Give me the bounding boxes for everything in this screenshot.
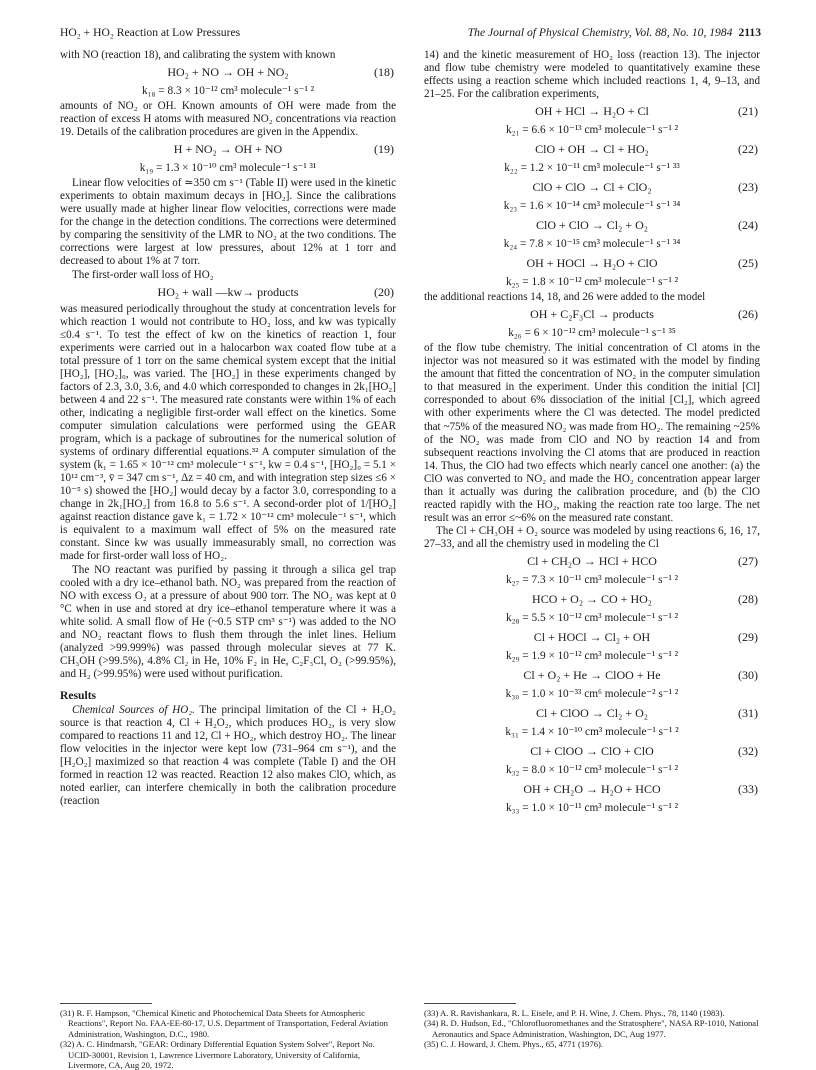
- equation-25: [424, 254, 760, 273]
- paragraph: was measured periodically throughout the study at concentration levels for which reaction 1 would not contribute to HO₂ loss, and kw was typically ≤0.4 s⁻¹. To test the effect of kw on the kinetics of reaction 1, four experiments were carried out in a halocarbon wax coated flow tube at a total pressure of 1 torr on the same chemical system except that the initial [HO₂], [HO₂]₀, was varied. The [HO₂] in these experiments changed by factors of 2.3, 3.0, 3.6, and 4.0 which corresponded to changes in 2k₁[HO₂] between 4 and 22 s⁻¹. The measured rate constants were within 1% of each other, indicating a negligible first-order wall effect on the kinetics. Some computer simulation calculations were performed using the GEAR program, which is a package of subroutines for the numerical solution of systems of ordinary differential equations.³² A computer simulation of the system (k₁ = 1.65 × 10⁻¹² cm³ molecule⁻¹ s⁻¹, kw = 0.4 s⁻¹, [HO₂]₀ = 5.1 × 10¹² cm⁻³, v̄ = 347 cm s⁻¹, Δz = 40 cm, and with integration step sizes ≤6 × 10⁻⁵ s) showed the [HO₂] would decay by a factor 3.0, corresponding to a change in 2k₁[HO₂] from 16.8 to 5.6 s⁻¹. A second-order plot of 1/[HO₂] against reaction distance gave k₁ = 1.72 × 10⁻¹² cm³ molecule⁻¹ s⁻¹, which is equivalent to a maximum wall effect of 5% on the measured rate constant. Since kw was usually immeasurably small, no correction was made for first-order wall loss of HO₂.: [60, 302, 396, 563]
- rate-constant-21: k₂₁ = 6.6 × 10⁻¹³ cm³ molecule⁻¹ s⁻¹ ²: [505, 124, 679, 137]
- equation-number: (26): [738, 307, 758, 322]
- equation-number: (30): [738, 667, 758, 682]
- footnote: (31) R. F. Hampson, "Chemical Kinetic and Photochemical Data Sheets for Atmospheric Reactions", Report No. FAA-EE-80-17, U.S. Department of Transportation, Federal Aviation Administration, Washington, D.C., 1980.: [60, 1008, 388, 1039]
- equation-18: [60, 63, 396, 82]
- footnote: (34) R. D. Hudson, Ed., "Chlorofluoromethanes and the Stratosphere", NASA RP-1010, National Aeronautics and Space Administration, Washington, DC, Aug 1977.: [424, 1018, 759, 1039]
- equation-24: [424, 216, 760, 235]
- equation-31: [424, 704, 760, 723]
- equation-number: (23): [738, 180, 758, 195]
- equation-text: ClO + ClO → Cl₂ + O₂: [536, 218, 648, 233]
- equation-text: HO₂ + wall —kw→ products: [157, 284, 299, 299]
- paragraph: [60, 704, 396, 808]
- equation-text: Cl + HOCl → Cl₂ + OH: [533, 629, 651, 644]
- paragraph-text: The principal limitation of the Cl + H₂O₂ source is that reaction 4, Cl + H₂O₂, which produces HO₂, is very slow compared to reactions 11 and 12, Cl + HO₂, which destroy HO₂. The linear flow velocities in the injector were kept low (731–964 cm s⁻¹), and the [H₂O₂] maximized so that reaction 4 was complete (Table I) and the OH formed in reaction 12 was reacted. Reaction 12 also makes ClO, which, as noted earlier, can interfere chemically in both the calibration procedure (reaction: [60, 703, 396, 808]
- page-number: 2113: [738, 26, 761, 39]
- equation-number: (19): [374, 142, 394, 157]
- running-title: HO₂ + HO₂ Reaction at Low Pressures: [60, 26, 241, 39]
- equation-text: Cl + ClOO → Cl₂ + O₂: [536, 705, 648, 720]
- paragraph: The first-order wall loss of HO₂: [72, 268, 214, 281]
- paragraph: 14) and the kinetic measurement of HO₂ loss (reaction 13). The injector and flow tube chemistry were modeled to quantitatively examine these effects using a reaction scheme which included reactions 1, 4, 9–13, and 21–25. For the calibration experiments,: [424, 49, 760, 101]
- equation-text: H + NO₂ → OH + NO: [173, 142, 283, 157]
- rate-constant-26: k₂₆ = 6 × 10⁻¹² cm³ molecule⁻¹ s⁻¹ ³⁵: [508, 327, 676, 340]
- right-column: [424, 49, 760, 994]
- footnotes-right: [424, 1008, 760, 1050]
- equation-number: (27): [738, 553, 758, 568]
- equation-28: [424, 590, 760, 609]
- equation-text: HO₂ + NO → OH + NO₂: [167, 65, 289, 80]
- rate-constant-24: k₂₄ = 7.8 × 10⁻¹⁵ cm³ molecule⁻¹ s⁻¹ ³⁴: [503, 238, 681, 251]
- rate-constant-19: k₁₉ = 1.3 × 10⁻¹⁰ cm³ molecule⁻¹ s⁻¹ ³¹: [139, 162, 317, 175]
- equation-29: [424, 628, 760, 647]
- paragraph: of the flow tube chemistry. The initial concentration of Cl atoms in the injector was not measured so it was estimated with the model by finding the amount that fitted the concentration of NO₂ in the computer simulation to that measured in the experiment. Under this condition the initial [Cl] corresponded to about 6% dissociation of the initial [Cl₂], which agreed with other experiments where the Cl was detected. The model predicted that ~75% of the measured NO₂ was made from HO₂. The remaining ~25% of the NO₂ was made from ClO and NO by reaction 14 and from subsequent reactions involving the Cl atoms that are produced in reaction 14. Thus, the ClO had two effects which nearly cancel one another: (a) the ClO was converted to NO₂ and made the HO₂ concentration appear larger than it actually was during the calibration procedure, and (b) the ClO reacted rapidly with the HO₂, making the reaction rate too large. The net result was an error ≤~6% on the measured rate constant.: [424, 342, 760, 524]
- rate-constant-23: k₂₃ = 1.6 × 10⁻¹⁴ cm³ molecule⁻¹ s⁻¹ ³⁴: [503, 200, 681, 213]
- equation-number: (24): [738, 218, 758, 233]
- equation-20: [60, 283, 396, 302]
- equation-number: (25): [738, 256, 758, 271]
- equation-26: [424, 305, 760, 324]
- equation-number: (28): [738, 591, 758, 606]
- paragraph: the additional reactions 14, 18, and 26 were added to the model: [424, 291, 706, 304]
- rate-constant-25: k₂₅ = 1.8 × 10⁻¹² cm³ molecule⁻¹ s⁻¹ ²: [505, 276, 679, 289]
- equation-text: OH + CH₂O → H₂O + HCO: [523, 781, 661, 796]
- rate-constant-22: k₂₂ = 1.2 × 10⁻¹¹ cm³ molecule⁻¹ s⁻¹ ³³: [504, 162, 680, 175]
- equation-text: ClO + ClO → Cl + ClO₂: [532, 180, 652, 195]
- equation-number: (22): [738, 142, 758, 157]
- paragraph: The Cl + CH₃OH + O₂ source was modeled by using reactions 6, 16, 17, 27–33, and all the chemistry used in modeling the Cl: [424, 524, 760, 550]
- subsection-title: Chemical Sources of HO₂.: [72, 703, 195, 716]
- equation-text: HCO + O₂ → CO + HO₂: [532, 591, 652, 606]
- footnote-rule: [60, 1003, 152, 1004]
- equation-22: [424, 140, 760, 159]
- equation-number: (20): [374, 284, 394, 299]
- equation-text: Cl + O₂ + He → ClOO + He: [523, 667, 661, 682]
- left-column: [60, 49, 396, 994]
- paragraph: The NO reactant was purified by passing it through a silica gel trap cooled with a dry ice–ethanol bath. NO₂ was prepared from the reaction of NO with excess O₂ at a pressure of about 900 torr. The NO₂ was kept at 0 °C when in use and stored at dry ice–ethanol temperature where it was a white solid. A small flow of He (~0.5 STP cm³ s⁻¹) was added to the NO and NO₂ reactant flows to flush them through the inlet lines. Helium (analyzed >99.999%) was passed through molecular sieves at 77 K. CH₃OH (>99.5%), 4.8% Cl₂ in He, 10% F₂ in He, C₂F₃Cl, O₂ (>99.95%), and H₂ (>99.95%) were used without purification.: [60, 563, 396, 680]
- rate-constant-28: k₂₈ = 5.5 × 10⁻¹² cm³ molecule⁻¹ s⁻¹ ²: [505, 611, 679, 624]
- footnote: (32) A. C. Hindmarsh, "GEAR: Ordinary Differential Equation System Solver", Report No. UCID-30001, Revision 1, Lawrence Livermore Laboratory, University of California, Livermore, CA, Aug 20, 1972.: [60, 1039, 375, 1070]
- equation-text: OH + C₂F₃Cl → products: [530, 307, 654, 322]
- rate-constant-18: k₁₈ = 8.3 × 10⁻¹² cm³ molecule⁻¹ s⁻¹ ²: [141, 85, 315, 98]
- rate-constant-31: k₃₁ = 1.4 × 10⁻¹⁰ cm³ molecule⁻¹ s⁻¹ ²: [505, 725, 679, 738]
- equation-number: (21): [738, 104, 758, 119]
- equation-number: (31): [738, 705, 758, 720]
- equation-text: Cl + ClOO → ClO + ClO: [530, 743, 654, 758]
- section-heading-results: Results: [60, 688, 97, 702]
- footnote: (35) C. J. Howard, J. Chem. Phys., 65, 4771 (1976).: [424, 1039, 604, 1050]
- equation-number: (18): [374, 65, 394, 80]
- footnote-rule: [424, 1003, 516, 1004]
- equation-23: [424, 178, 760, 197]
- equation-text: OH + HCl → H₂O + Cl: [535, 104, 649, 119]
- equation-19: [60, 140, 396, 159]
- equation-30: [424, 666, 760, 685]
- paragraph: with NO (reaction 18), and calibrating the system with known: [60, 49, 336, 61]
- equation-number: (33): [738, 781, 758, 796]
- equation-text: Cl + CH₂O → HCl + HCO: [527, 553, 657, 568]
- rate-constant-33: k₃₃ = 1.0 × 10⁻¹¹ cm³ molecule⁻¹ s⁻¹ ²: [505, 801, 679, 814]
- rate-constant-29: k₂₉ = 1.9 × 10⁻¹² cm³ molecule⁻¹ s⁻¹ ²: [505, 649, 679, 662]
- rate-constant-32: k₃₂ = 8.0 × 10⁻¹² cm³ molecule⁻¹ s⁻¹ ²: [505, 763, 679, 776]
- equation-33: [424, 780, 760, 799]
- footnote: (33) A. R. Ravishankara, R. L. Eisele, and P. H. Wine, J. Chem. Phys., 78, 1140 (1983).: [424, 1008, 725, 1018]
- equation-number: (32): [738, 743, 758, 758]
- paragraph: Linear flow velocities of ≃350 cm s⁻¹ (Table II) were used in the kinetic experiments to obtain maximum decays in [HO₂]. Since the calibrations were usually made at higher linear flow velocities, corrections were made for the change in the detection conditions. The corrections were determined by comparing the sensitivity of the LMR to NO₂ at the two conditions. The corrections were largest at low pressures, about 12% at 1 torr and decreased to about 1% at 7 torr.: [60, 177, 396, 268]
- equation-number: (29): [738, 629, 758, 644]
- rate-constant-30: k₃₀ = 1.0 × 10⁻³³ cm⁶ molecule⁻² s⁻¹ ²: [505, 687, 679, 700]
- journal-name: The Journal of Physical Chemistry, Vol. 88, No. 10, 1984: [467, 26, 733, 39]
- journal-citation: [468, 26, 761, 39]
- running-header: [60, 26, 761, 42]
- rate-constant-27: k₂₇ = 7.3 × 10⁻¹¹ cm³ molecule⁻¹ s⁻¹ ²: [505, 573, 679, 586]
- equation-21: [424, 102, 760, 121]
- equation-27: [424, 552, 760, 571]
- footnotes-left: [60, 1008, 396, 1070]
- equation-text: ClO + OH → Cl + HO₂: [535, 142, 649, 157]
- paragraph: amounts of NO₂ or OH. Known amounts of OH were made from the reaction of excess H atoms with measured NO₂ concentrations via reaction 19. Details of the calibration procedures are given in the Appendix.: [60, 100, 396, 139]
- equation-32: [424, 742, 760, 761]
- equation-text: OH + HOCl → H₂O + ClO: [526, 256, 658, 271]
